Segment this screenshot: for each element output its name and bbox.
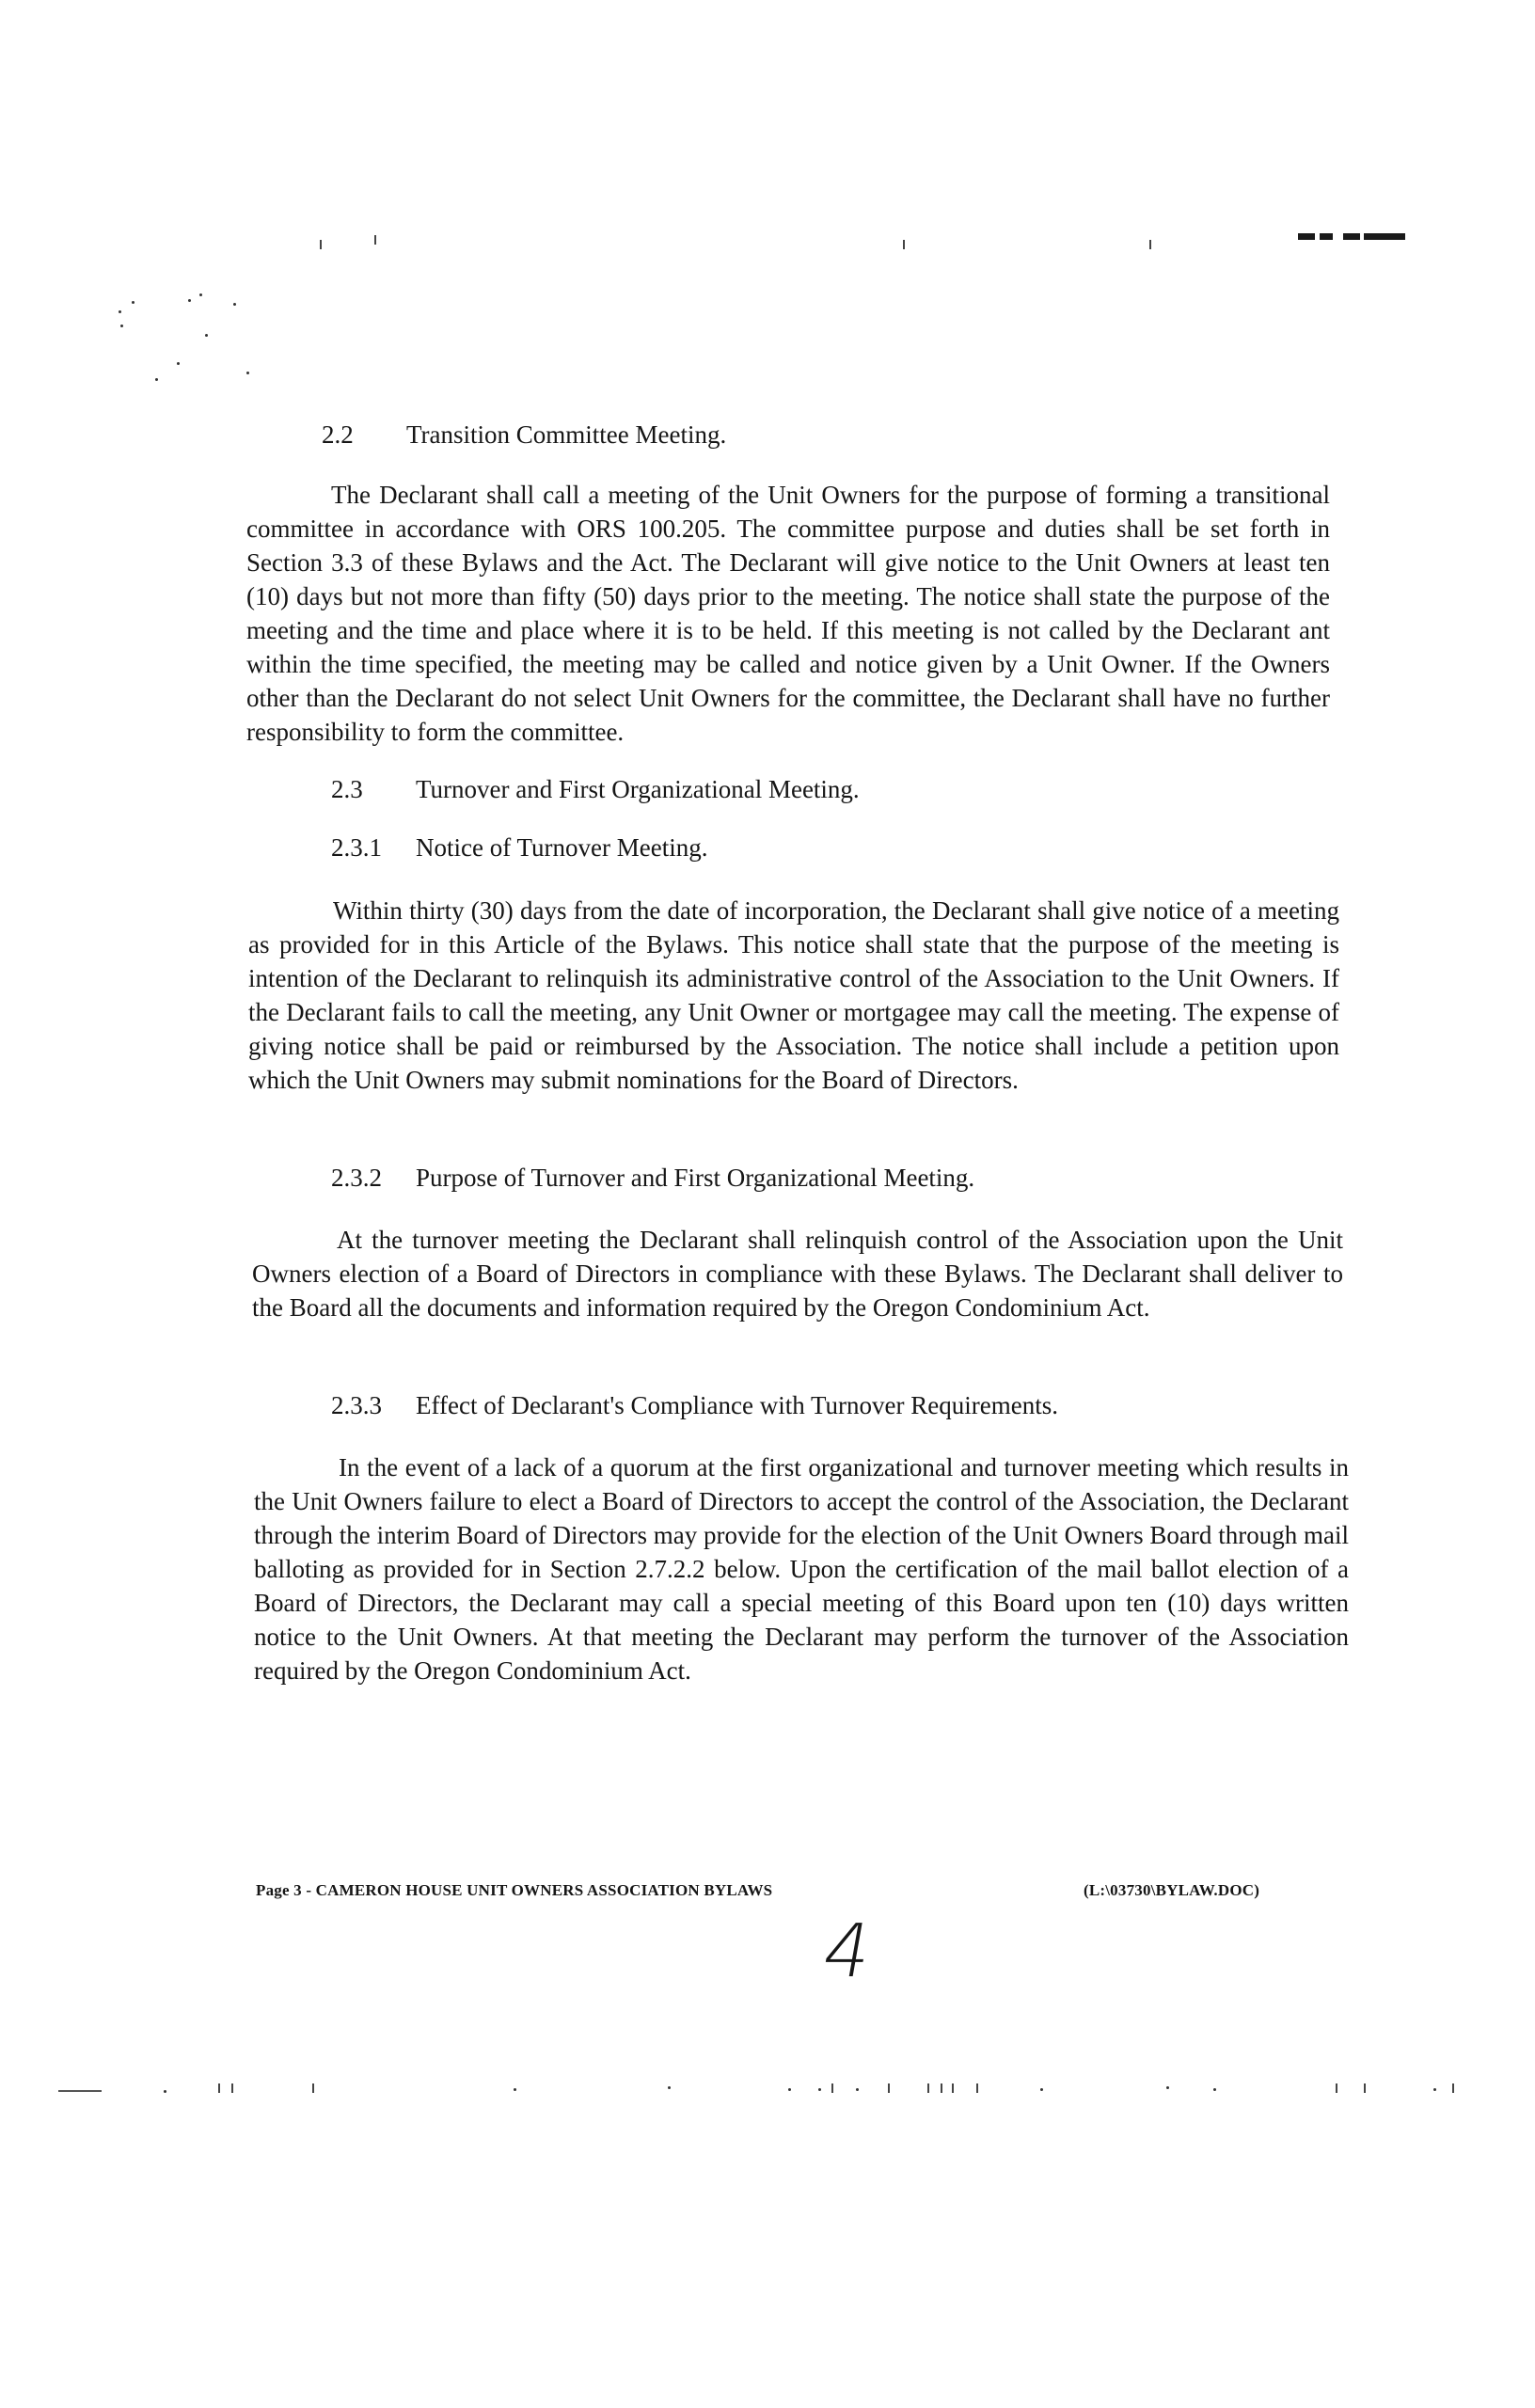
section-paragraph: The Declarant shall call a meeting of the Unit Owners for the purpose of forming a transitional committee in accordance with ORS 100.205. The committee purpose and duties shall be set forth in Section 3.3 of these Bylaws and the Act. The Declarant will give notice to the Unit Owners at least ten (10) days but not more than fifty (50) days prior to the meeting. The notice shall state the purpose of the meeting and the time and place where it is to be held. If this meeting is not called by the Declarant ant within the time specified, the meeting may be called and notice given by a Unit Owner. If the Owners other than the Declarant do not select Unit Owners for the committee, the Declarant shall have no further responsibility to form the committee.	[246, 481, 1330, 746]
scan-speck	[1213, 2088, 1216, 2091]
handwritten-page-number: 4	[816, 1909, 878, 1994]
scan-speck	[205, 334, 208, 337]
section-paragraph: At the turnover meeting the Declarant shall relinquish control of the Association upon the Unit Owners election of a Board of Directors in compliance with these Bylaws. The Declarant shall deliver to the Board all the documents and information required by the Oregon Condominium Act.	[252, 1226, 1343, 1322]
scan-speck	[199, 293, 202, 296]
scan-tick	[952, 2083, 954, 2093]
section-paragraph: In the event of a lack of a quorum at the first organizational and turnover meeting which results in the Unit Owners failure to elect a Board of Directors to accept the control of the Association, the Declarant through the interim Board of Directors may provide for the election of the Unit Owners Board through mail balloting as provided for in Section 2.7.2.2 below. Upon the certification of the mail ballot election of a Board of Directors, the Declarant may call a special meeting of this Board upon ten (10) days written notice to the Unit Owners. At that meeting the Declarant may perform the turnover of the Association required by the Oregon Condominium Act.	[254, 1453, 1349, 1685]
scan-tick	[312, 2083, 314, 2093]
scan-tick	[1364, 2083, 1366, 2093]
section-heading	[331, 1391, 1058, 1420]
scan-tick	[903, 240, 905, 249]
section-heading	[322, 420, 726, 450]
section-heading	[331, 833, 707, 863]
scan-tick	[1149, 240, 1151, 249]
scan-bar-artifact	[1320, 233, 1333, 240]
section-number: 2.2	[322, 420, 354, 449]
scan-dash-artifact	[58, 2090, 102, 2092]
scan-tick	[976, 2083, 978, 2093]
section-title: Notice of Turnover Meeting.	[416, 833, 708, 862]
scan-speck	[246, 372, 249, 374]
scan-bar-artifact	[1343, 233, 1360, 240]
scan-speck	[155, 378, 158, 381]
scan-speck	[188, 299, 191, 302]
section-title: Transition Committee Meeting.	[406, 420, 727, 449]
scan-speck	[233, 303, 236, 306]
scan-tick	[231, 2083, 233, 2093]
scan-tick	[831, 2083, 833, 2093]
section-title: Purpose of Turnover and First Organizational Meeting.	[416, 1164, 975, 1192]
scan-speck	[120, 325, 123, 327]
scan-tick	[927, 2083, 929, 2093]
section-number: 2.3	[331, 775, 363, 803]
scan-speck	[119, 310, 121, 313]
section-number: 2.3.2	[331, 1164, 382, 1192]
section-paragraph: Within thirty (30) days from the date of incorporation, the Declarant shall give notice of a meeting as provided for in this Article of the Bylaws. This notice shall state that the purpose of the meeting is intention of the Declarant to relinquish its administrative control of the Association to the Unit Owners. If the Declarant fails to call the meeting, any Unit Owner or mortgagee may call the meeting. The expense of giving notice shall be paid or reimbursed by the Association. The notice shall include a petition upon which the Unit Owners may submit nominations for the Board of Directors.	[248, 896, 1339, 1094]
scan-speck	[514, 2088, 516, 2091]
scan-tick	[941, 2083, 942, 2093]
section-number: 2.3.3	[331, 1391, 382, 1419]
scan-speck	[177, 362, 180, 365]
section-number: 2.3.1	[331, 833, 382, 862]
scan-tick	[218, 2083, 220, 2093]
scan-speck	[132, 301, 135, 304]
scan-speck	[668, 2086, 671, 2089]
scan-tick	[1452, 2083, 1454, 2093]
scan-tick	[1336, 2083, 1337, 2093]
scan-tick	[320, 240, 322, 249]
scan-bar-artifact	[1298, 233, 1315, 240]
section-heading	[331, 1164, 974, 1193]
scan-speck	[818, 2088, 821, 2091]
section-title: Effect of Declarant's Compliance with Turnover Requirements.	[416, 1391, 1058, 1419]
scan-speck	[1040, 2088, 1043, 2091]
section-title: Turnover and First Organizational Meeting.	[416, 775, 860, 803]
scan-tick	[888, 2083, 890, 2093]
scan-speck	[788, 2088, 791, 2091]
scan-speck	[856, 2088, 859, 2091]
scan-speck	[1166, 2086, 1169, 2089]
scan-bar-artifact	[1364, 233, 1405, 240]
section-heading	[331, 775, 860, 804]
footer-document-title: Page 3 - CAMERON HOUSE UNIT OWNERS ASSOCIATION BYLAWS	[256, 1881, 773, 1899]
scan-tick	[374, 235, 376, 245]
scan-speck	[1433, 2088, 1436, 2091]
scan-speck	[164, 2090, 166, 2093]
footer-file-path: (L:\03730\BYLAW.DOC)	[1084, 1881, 1260, 1899]
